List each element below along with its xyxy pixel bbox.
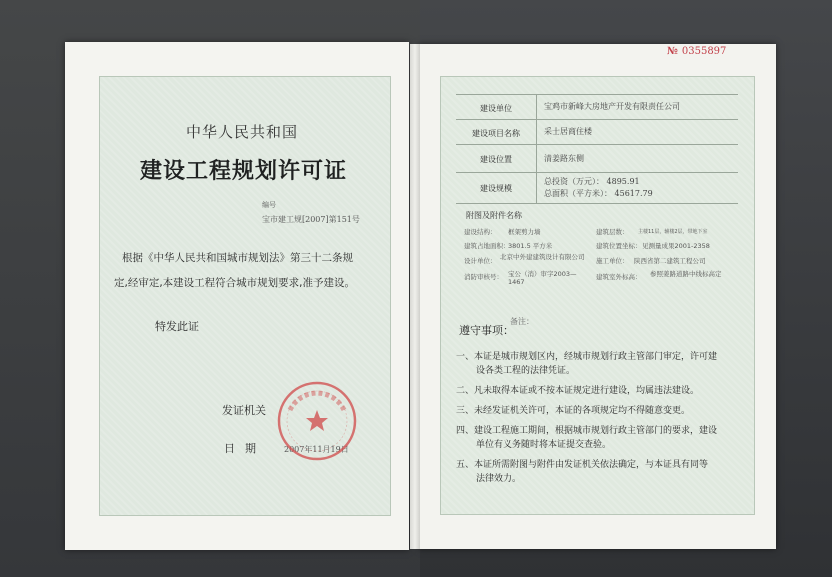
notice-item bbox=[456, 458, 717, 486]
body-line-2: 定,经审定,本建设工程符合城市规划要求,准予建设。 bbox=[114, 277, 356, 289]
notice-continuation: 法律效力。 bbox=[476, 474, 522, 484]
table-row bbox=[456, 119, 738, 144]
certificate-body bbox=[114, 246, 356, 296]
notice-item bbox=[456, 424, 717, 452]
notice-text: 建设工程施工期间，根据城市规划行政主管部门的要求，建设 bbox=[474, 426, 718, 436]
attach-value: 参照姜路道路中线标高定 bbox=[650, 270, 722, 278]
attachments-title: 附图及附件名称 bbox=[466, 211, 522, 220]
attach-label: 消防审核号： bbox=[464, 273, 503, 281]
notice-text: 未经发证机关许可，本证的各项规定均不得随意变更。 bbox=[474, 406, 691, 416]
attach-label: 设计单位： bbox=[464, 257, 497, 265]
attach-value: 主楼11层，辅楼2层，带地下室 bbox=[638, 229, 708, 235]
attach-label: 建筑层数： bbox=[596, 228, 629, 236]
notice-text: 本证所需附图与附件由发证机关依法确定，与本证具有同等 bbox=[474, 460, 709, 470]
notice-item bbox=[456, 384, 717, 398]
number-value: 宝市建工规[2007]第151号 bbox=[262, 215, 360, 224]
official-seal-icon bbox=[276, 380, 358, 462]
notice-number: 四、 bbox=[456, 426, 475, 436]
value-project-name: 采士居商住楼 bbox=[544, 127, 592, 136]
notice-text: 凡未取得本证或不按本证规定进行建设，均属违法建设。 bbox=[474, 386, 700, 396]
attach-label: 建筑占地面积： bbox=[464, 242, 510, 250]
attach-label: 建筑室外标高： bbox=[596, 273, 642, 281]
page-crease bbox=[410, 44, 420, 549]
serial-prefix: № bbox=[667, 46, 678, 57]
label-scale: 建设规模 bbox=[480, 184, 512, 193]
serial-number bbox=[667, 46, 726, 57]
attach-value: 3801.5 平方米 bbox=[508, 242, 553, 250]
attach-label: 建筑位置坐标： bbox=[596, 242, 642, 250]
table-row bbox=[456, 94, 738, 119]
value-location: 清姜路东侧 bbox=[544, 154, 584, 163]
notice-title: 遵守事项： bbox=[459, 324, 514, 337]
certificate-title: 建设工程规划许可证 bbox=[140, 159, 348, 184]
attach-value: 框架剪力墙 bbox=[508, 228, 541, 236]
label-construction-unit: 建设单位 bbox=[480, 104, 512, 113]
value-investment: 总投资（万元）： 4895.91 bbox=[544, 177, 640, 186]
attach-value: 宝公（消）审字2003—1467 bbox=[508, 270, 577, 286]
notice-continuation: 单位有义务随时将本证提交查验。 bbox=[476, 440, 612, 450]
special-note: 特发此证 bbox=[155, 320, 199, 333]
label-project-name: 建设项目名称 bbox=[472, 129, 520, 138]
remark-label: 备注： bbox=[510, 317, 534, 326]
attach-value: 陕西省第二建筑工程公司 bbox=[634, 257, 706, 265]
table-row bbox=[456, 144, 738, 171]
attach-label: 建设结构： bbox=[464, 228, 497, 236]
notice-number: 一、 bbox=[456, 352, 475, 362]
attach-value: 见测量成果2001-2358 bbox=[642, 242, 710, 250]
serial-value: 0355897 bbox=[681, 46, 727, 57]
notice-list bbox=[456, 350, 717, 492]
attach-value: 北京中外建建筑设计有限公司 bbox=[500, 253, 585, 261]
value-construction-unit: 宝鸡市新峰大房地产开发有限责任公司 bbox=[544, 102, 680, 111]
country-name: 中华人民共和国 bbox=[186, 123, 299, 141]
notice-number: 五、 bbox=[456, 460, 475, 470]
date-label: 日期 bbox=[224, 442, 266, 455]
notice-number: 二、 bbox=[456, 386, 475, 396]
number-label: 编号 bbox=[262, 201, 276, 209]
notice-text: 本证是城市规划区内，经城市规划行政主管部门审定，许可建 bbox=[474, 352, 718, 362]
label-location: 建设位置 bbox=[480, 155, 512, 164]
table-row bbox=[456, 172, 738, 204]
notice-number: 三、 bbox=[456, 406, 475, 416]
issuer-label: 发证机关 bbox=[222, 404, 266, 417]
notice-item bbox=[456, 350, 717, 378]
attach-label: 施工单位： bbox=[596, 257, 629, 265]
notice-continuation: 设各类工程的法律凭证。 bbox=[476, 366, 576, 376]
body-line-1: 根据《中华人民共和国城市规划法》第三十二条规 bbox=[122, 252, 353, 264]
date-value: 2007年11月19日 bbox=[284, 445, 349, 454]
value-area: 总面积（平方米）： 45617.79 bbox=[544, 189, 653, 198]
notice-item bbox=[456, 404, 717, 418]
